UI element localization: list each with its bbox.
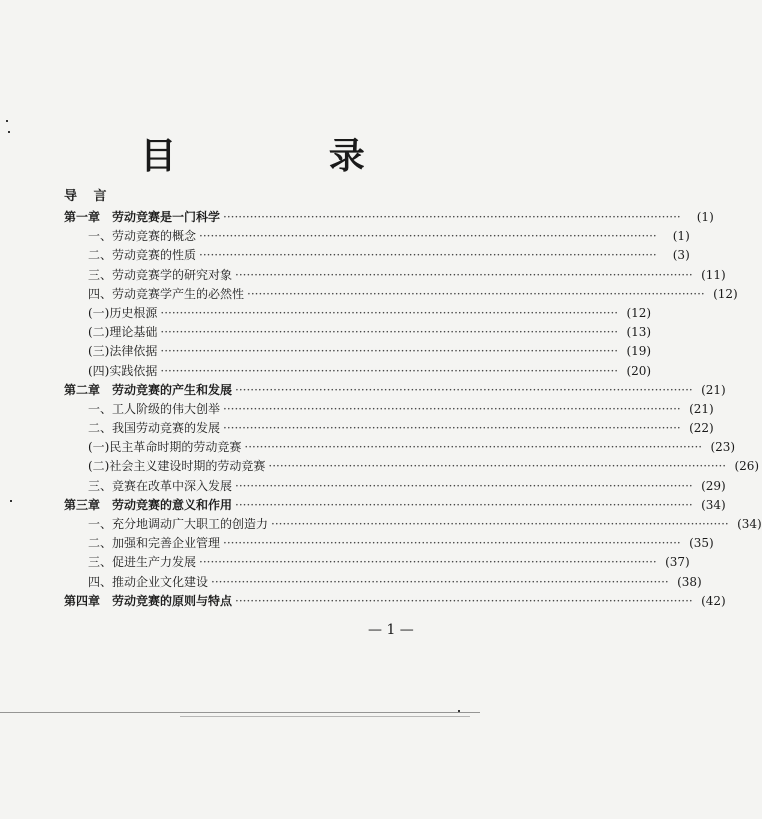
- scan-speck: [8, 131, 10, 133]
- toc-entry-label: (三)法律依据: [88, 344, 158, 359]
- toc-leader-dots: ························································································································: [223, 401, 681, 416]
- toc-leader-dots: ························································································································: [268, 459, 727, 474]
- toc-leader-dots: ························································································································: [271, 517, 729, 531]
- toc-entry-label: 三、竞赛在改革中深入发展: [88, 478, 233, 493]
- toc-page-number: (19): [626, 344, 652, 359]
- toc-page-number: (21): [689, 401, 714, 416]
- toc-entry-label: 二、加强和完善企业管理: [88, 536, 221, 551]
- toc-entry-label: 三、促进生产力发展: [88, 555, 197, 570]
- toc-leader-dots: ························································································································: [223, 421, 681, 436]
- toc-title: 目 录: [140, 135, 435, 177]
- toc-leader-dots: ························································································································: [235, 267, 693, 282]
- toc-section-entry: [64, 419, 714, 438]
- table-of-contents: [64, 186, 762, 611]
- toc-page-number: (37): [665, 555, 690, 570]
- toc-entry-label: 第三章 劳动竞赛的意义和作用: [64, 497, 233, 512]
- toc-entry-label: (二)理论基础: [88, 325, 158, 340]
- toc-entry-label: 一、工人阶级的伟大创举: [88, 401, 221, 416]
- toc-leader-dots: ························································································································: [160, 325, 619, 340]
- toc-leader-dots: ························································································································: [235, 593, 693, 608]
- toc-page-number: (42): [701, 593, 726, 608]
- scan-speck: [10, 500, 12, 502]
- toc-page-number: (3): [672, 248, 690, 263]
- toc-section-entry: [64, 400, 714, 419]
- toc-entry-label: 二、劳动竞赛的性质: [88, 248, 197, 263]
- toc-section-entry: [64, 573, 702, 592]
- toc-entry-label: 二、我国劳动竞赛的发展: [88, 421, 221, 436]
- toc-page-number: (21): [701, 382, 726, 397]
- toc-entry-label: (二)社会主义建设时期的劳动竞赛: [88, 459, 266, 474]
- toc-page-number: (20): [626, 363, 652, 378]
- toc-entry-label: (一)历史根源: [88, 305, 158, 320]
- toc-page-number: (22): [689, 421, 714, 436]
- toc-leader-dots: ························································································································: [247, 286, 705, 301]
- toc-entry-label: 第一章 劳动竞赛是一门科学: [64, 210, 221, 224]
- toc-section-entry: [64, 285, 738, 304]
- toc-preface-entry: [64, 186, 434, 208]
- toc-page-number: (12): [713, 286, 738, 301]
- toc-section-entry: [64, 246, 690, 265]
- toc-entry-label: 第四章 劳动竞赛的原则与特点: [64, 593, 233, 608]
- toc-page-number: (1): [672, 229, 690, 244]
- toc-section-entry: [64, 266, 726, 285]
- scan-speck: [458, 710, 460, 712]
- toc-leader-dots: ························································································································: [199, 229, 657, 244]
- toc-leader-dots: ························································································································: [199, 248, 657, 263]
- toc-section-entry: [64, 323, 652, 342]
- toc-page-number: (34): [701, 497, 726, 512]
- toc-leader-dots: ························································································································: [211, 574, 669, 589]
- toc-page-number: (38): [677, 574, 702, 589]
- toc-section-entry: [64, 342, 652, 361]
- toc-section-entry: [64, 477, 726, 496]
- toc-chapter-entry: [64, 208, 714, 227]
- toc-page-number: (26): [734, 459, 760, 474]
- toc-section-entry: [64, 304, 652, 323]
- toc-entry-label: 四、推动企业文化建设: [88, 574, 209, 589]
- toc-entry-label: 一、充分地调动广大职工的创造力: [88, 517, 269, 531]
- toc-entry-label: 三、劳动竞赛学的研究对象: [88, 267, 233, 282]
- bottom-rule: [0, 712, 480, 713]
- toc-leader-dots: ························································································································: [244, 440, 703, 455]
- toc-leader-dots: ························································································································: [160, 344, 619, 359]
- toc-entry-label: (四)实践依据: [88, 363, 158, 378]
- toc-section-entry: [64, 457, 760, 476]
- toc-section-entry: [64, 362, 652, 381]
- toc-page-number: (23): [710, 440, 736, 455]
- toc-leader-dots: ························································································································: [235, 382, 693, 397]
- toc-section-entry: [64, 438, 736, 457]
- toc-section-entry: [64, 553, 690, 572]
- scan-speck: [6, 120, 8, 122]
- page-number: — 1 —: [368, 622, 414, 638]
- toc-leader-dots: ························································································································: [160, 305, 619, 320]
- bottom-rule-faint: [180, 716, 470, 717]
- toc-page-number: (1): [696, 210, 714, 224]
- toc-leader-dots: ························································································································: [235, 497, 693, 512]
- toc-leader-dots: ························································································································: [223, 210, 681, 224]
- toc-page-number: (11): [701, 267, 726, 282]
- toc-entry-label: (一)民主革命时期的劳动竞赛: [88, 440, 242, 455]
- toc-chapter-entry: [64, 381, 726, 400]
- toc-leader-dots: ························································································································: [199, 555, 657, 570]
- toc-page-number: (29): [701, 478, 726, 493]
- toc-section-entry: [64, 227, 690, 246]
- toc-leader-dots: ························································································································: [223, 536, 681, 551]
- toc-leader-dots: ························································································································: [235, 478, 693, 493]
- toc-section-entry: [64, 515, 762, 534]
- toc-entry-label: 一、劳动竞赛的概念: [88, 229, 197, 244]
- toc-entry-label: 导 言: [64, 189, 113, 204]
- toc-chapter-entry: [64, 496, 726, 515]
- toc-entry-label: 四、劳动竞赛学产生的必然性: [88, 286, 245, 301]
- toc-page-number: (34): [737, 517, 762, 531]
- toc-page-number: (12): [626, 305, 652, 320]
- toc-entry-label: 第二章 劳动竞赛的产生和发展: [64, 382, 233, 397]
- toc-chapter-entry: [64, 592, 726, 611]
- toc-page-number: (35): [689, 536, 714, 551]
- toc-leader-dots: ························································································································: [160, 363, 619, 378]
- toc-page-number: (13): [626, 325, 652, 340]
- toc-section-entry: [64, 534, 714, 553]
